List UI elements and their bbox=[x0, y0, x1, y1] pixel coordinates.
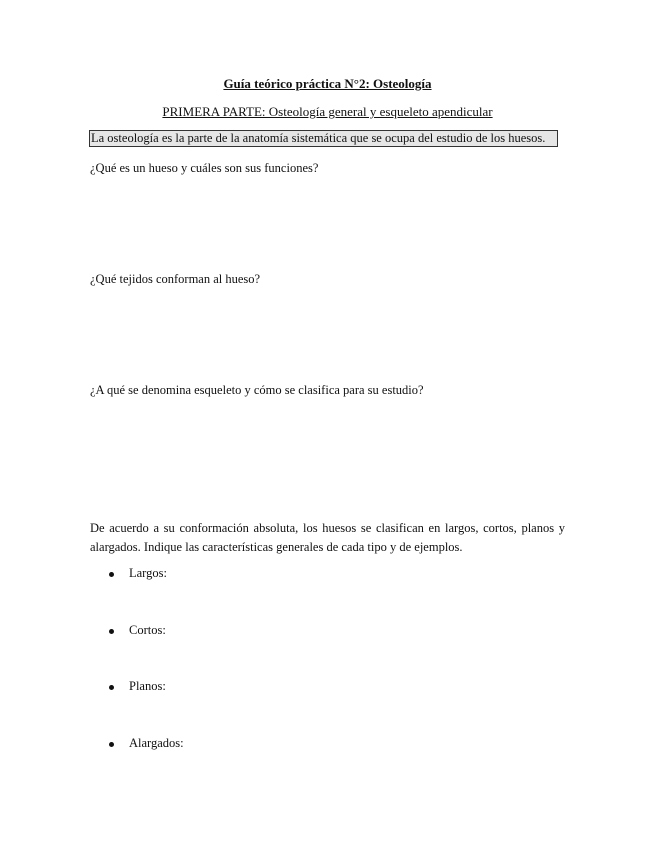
bullet-label-cortos: Cortos: bbox=[129, 623, 166, 637]
question-skeleton-classification: ¿A qué se denomina esqueleto y cómo se clasifica para su estudio? bbox=[90, 383, 424, 397]
classification-paragraph: De acuerdo a su conformación absoluta, los huesos se clasifican en largos, cortos, planos y alargados. Indique las características generales de cada tipo y de ejemplos. bbox=[90, 521, 565, 554]
bullet-icon bbox=[109, 629, 114, 634]
bullet-icon bbox=[109, 572, 114, 577]
question-bone-tissues: ¿Qué tejidos conforman al hueso? bbox=[90, 272, 261, 286]
bullet-label-largos: Largos: bbox=[129, 566, 167, 580]
bullet-label-planos: Planos: bbox=[129, 679, 166, 693]
section-subtitle: PRIMERA PARTE: Osteología general y esqueleto apendicular bbox=[162, 104, 493, 119]
bullet-icon bbox=[109, 742, 114, 747]
bullet-label-alargados: Alargados: bbox=[129, 736, 184, 750]
document-title: Guía teórico práctica N°2: Osteología bbox=[223, 76, 432, 91]
question-bone-functions: ¿Qué es un hueso y cuáles son sus funciones? bbox=[90, 161, 319, 175]
definition-box: La osteología es la parte de la anatomía sistemática que se ocupa del estudio de los huesos. bbox=[89, 130, 558, 147]
bullet-icon bbox=[109, 685, 114, 690]
